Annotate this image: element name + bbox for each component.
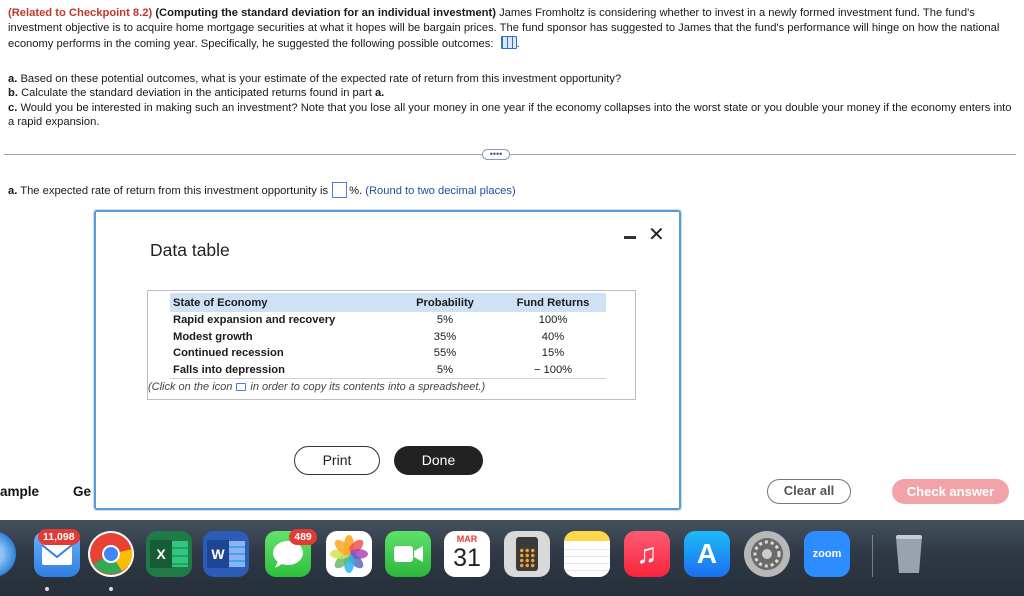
check-answer-button[interactable]: Check answer <box>892 479 1009 504</box>
close-icon[interactable]: ✕ <box>648 224 665 246</box>
zoom-icon[interactable]: zoom <box>804 531 850 577</box>
state-cell: Falls into depression <box>170 362 390 379</box>
column-header: Fund Returns <box>500 293 606 312</box>
column-header: Probability <box>390 293 500 312</box>
facetime-icon[interactable] <box>385 531 431 577</box>
answer-line: a. The expected rate of return from this investment opportunity is %. (Round to two decimal places) <box>8 182 516 198</box>
chrome-icon[interactable] <box>88 531 134 577</box>
example-link[interactable]: ample <box>0 484 40 499</box>
return-cell: 40% <box>541 330 565 343</box>
probability-cell: 55% <box>433 347 457 360</box>
copy-icon[interactable] <box>236 383 246 391</box>
expand-button[interactable]: •••• <box>482 149 510 160</box>
state-cell: Rapid expansion and recovery <box>173 314 336 327</box>
question-parts <box>8 72 1014 130</box>
checkpoint-reference: (Related to Checkpoint 8.2) <box>8 7 153 19</box>
return-cell: 15% <box>541 347 565 360</box>
column-header: State of Economy <box>170 293 390 312</box>
problem-topic: (Computing the standard deviation for an individual investment) <box>155 7 496 19</box>
probability-cell: 5% <box>390 362 500 379</box>
probability-cell: 35% <box>433 330 457 343</box>
clear-all-button[interactable]: Clear all <box>767 479 851 504</box>
expected-return-input[interactable] <box>332 182 347 198</box>
calculator-icon[interactable] <box>504 531 550 577</box>
probability-cell: 5% <box>436 314 454 327</box>
music-icon[interactable]: ♫ <box>624 531 670 577</box>
state-cell: Modest growth <box>173 330 253 343</box>
part-b: b. Calculate the standard deviation in the anticipated returns found in part a. <box>8 87 385 100</box>
problem-body: James Fromholtz is considering whether to invest in a newly formed investment fund. The fund's investment objective is to acquire home mortgage securities at what it hopes will be bargain prices. The fund sponsor has suggested to James that the fund's performance will hinge on how the national economy performs in the coming year. Specifically, he suggested the following possible outcomes: <box>8 7 1000 50</box>
table-header-row <box>170 293 606 312</box>
table-row <box>170 312 606 329</box>
outcomes-table <box>170 293 606 379</box>
mail-badge: 11,098 <box>38 529 80 545</box>
part-c: c. Would you be interested in making such an investment? Note that you lose all your money in one year if the economy collapses into the worst state or you double your money if the economy enters into a rapid expansion. <box>8 101 1012 129</box>
running-indicator <box>45 587 49 591</box>
calendar-icon[interactable]: MAR 31 <box>444 531 490 577</box>
done-button[interactable]: Done <box>394 446 483 475</box>
minimize-icon[interactable] <box>624 236 636 239</box>
table-row <box>170 345 606 362</box>
state-cell: Continued recession <box>173 347 284 360</box>
table-row <box>170 329 606 346</box>
problem-statement: (Related to Checkpoint 8.2) (Computing the standard deviation for an individual investment) James Fromholtz is considering whether to invest in a newly formed investment fund. The fund's investment objective is to acquire home mortgage securities at what it hopes will be bargain prices. The fund sponsor has suggested to James that the fund's performance will hinge on how the national economy performs in the coming year. Specifically, he suggested the following possible outcomes: . <box>8 7 1000 50</box>
print-button[interactable]: Print <box>294 446 380 475</box>
dock-separator <box>872 535 873 577</box>
modal-title: Data table <box>150 240 230 260</box>
return-cell: − 100% <box>500 362 606 379</box>
data-table-icon[interactable] <box>501 36 517 49</box>
data-table-wrapper <box>147 290 636 400</box>
system-preferences-icon[interactable] <box>744 531 790 577</box>
part-a: a. Based on these potential outcomes, what is your estimate of the expected rate of return from this investment opportunity? <box>8 73 622 85</box>
photos-icon[interactable] <box>326 531 372 577</box>
data-table-modal <box>94 210 681 510</box>
notes-icon[interactable] <box>564 531 610 577</box>
running-indicator <box>109 587 113 591</box>
section-divider <box>4 154 1016 155</box>
excel-icon[interactable]: X <box>146 531 192 577</box>
return-cell: 100% <box>538 314 568 327</box>
app-store-icon[interactable]: A <box>684 531 730 577</box>
trash-icon[interactable] <box>886 531 932 577</box>
rounding-hint: (Round to two decimal places) <box>365 185 516 197</box>
table-row <box>170 362 606 379</box>
messages-badge: 489 <box>289 529 317 545</box>
word-icon[interactable]: W <box>203 531 249 577</box>
copy-note: (Click on the icon in order to copy its contents into a spreadsheet.) <box>148 381 486 393</box>
get-help-link[interactable]: Ge <box>73 484 92 499</box>
